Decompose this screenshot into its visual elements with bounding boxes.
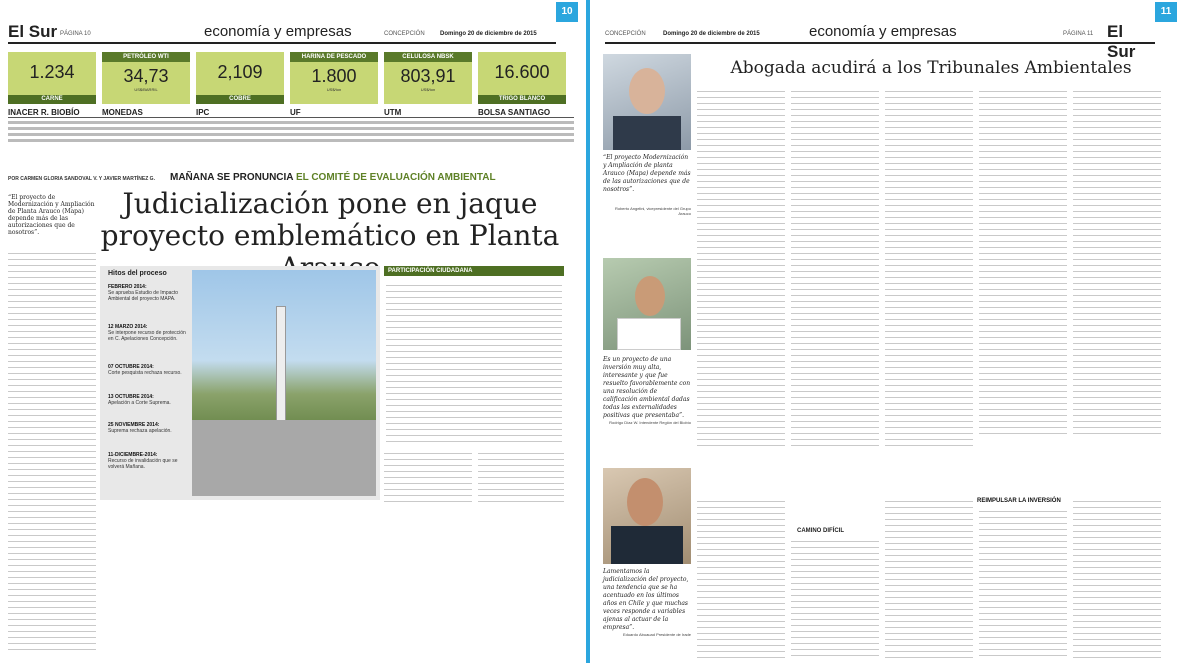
indicator-value: 2,109 bbox=[217, 62, 263, 82]
photo-caption: Es un proyecto de una inversión muy alta, interesante y que fue resuelto favorablemente con una resolución de calificación ambiental dadas todas las externalidades positivas que presentaba”. bbox=[603, 356, 691, 419]
edition-label: CONCEPCIÓN bbox=[384, 31, 425, 37]
participacion-box bbox=[384, 266, 564, 446]
hito-item bbox=[108, 452, 186, 470]
subhead: REIMPULSAR LA INVERSIÓN bbox=[977, 498, 1061, 504]
hito-date: 13 OCTUBRE 2014: bbox=[108, 394, 154, 400]
hitos-box bbox=[100, 266, 380, 500]
hito-text: Recurso de invalidación que se volverá Mañana. bbox=[108, 458, 178, 470]
portrait-photo bbox=[603, 54, 691, 150]
page-number: 10 bbox=[556, 2, 578, 22]
photo-credit: Rodrigo Díaz W. Intendente Región del Biobío bbox=[609, 420, 691, 425]
body-text-column bbox=[697, 498, 785, 658]
indicator-celulosa bbox=[384, 52, 472, 104]
brand-logo: El Sur bbox=[8, 22, 58, 41]
suit-shape bbox=[613, 116, 681, 150]
body-text-column bbox=[384, 450, 472, 502]
date-label: Domingo 20 de diciembre de 2015 bbox=[440, 31, 537, 37]
body-text-column bbox=[791, 538, 879, 658]
market-table bbox=[290, 108, 386, 145]
indicator-unit: US$/BARRIL bbox=[134, 87, 158, 92]
hito-text: Se interpone recurso de protección en C. Apelaciones Concepción. bbox=[108, 330, 186, 342]
body-text-column bbox=[478, 450, 564, 502]
body-text-column bbox=[8, 250, 96, 655]
kicker-highlight: EL COMITÉ DE EVALUACIÓN AMBIENTAL bbox=[295, 172, 496, 183]
indicator-label: CELULOSA NBSK bbox=[384, 52, 472, 62]
hito-date: 11-DICIEMBRE-2014: bbox=[108, 452, 158, 458]
indicator-cobre bbox=[196, 52, 284, 104]
body-text-column bbox=[979, 88, 1067, 438]
plant-building bbox=[192, 420, 376, 496]
headline: Judicialización pone en jaque proyecto emblemático en Planta bbox=[100, 187, 560, 252]
markets-row bbox=[8, 108, 568, 168]
market-table bbox=[478, 108, 574, 145]
indicator-petroleo bbox=[102, 52, 190, 104]
shirt-shape bbox=[617, 318, 681, 350]
market-title: MONEDAS bbox=[102, 108, 198, 118]
market-table bbox=[8, 108, 104, 145]
market-title: BOLSA SANTIAGO bbox=[478, 108, 574, 118]
headline: Abogada acudirá a los Tribunales Ambientales bbox=[730, 58, 1132, 78]
indicator-label: CARNE bbox=[8, 95, 96, 104]
suit-shape bbox=[611, 526, 683, 564]
indicator-label: COBRE bbox=[196, 95, 284, 104]
body-text-column bbox=[979, 508, 1067, 658]
indicator-harina bbox=[290, 52, 378, 104]
indicator-unit: US$/ton bbox=[420, 87, 436, 92]
body-text-column bbox=[697, 88, 785, 448]
page-header bbox=[8, 24, 556, 44]
lede: “El proyecto de Modernización y Ampliación de Planta Arauco (Mapa) depende más de las autorizaciones que de nosotros”. bbox=[8, 194, 95, 236]
indicator-value: 1.800 bbox=[311, 66, 357, 86]
market-title: UF bbox=[290, 108, 386, 118]
photo-caption: “El proyecto Modernización y Ampliación de planta Arauco (Mapa) depende más de las autorizaciones que de nosotros”. bbox=[603, 154, 691, 193]
page-label: PÁGINA 10 bbox=[60, 31, 91, 37]
indicator-value: 16.600 bbox=[494, 62, 550, 82]
right-page bbox=[591, 0, 1179, 663]
hito-item bbox=[108, 422, 186, 434]
subhead: CAMINO DIFÍCIL bbox=[797, 528, 844, 534]
page-label: PÁGINA 11 bbox=[1063, 31, 1094, 37]
plant-photo bbox=[192, 270, 376, 496]
date-label: Domingo 20 de diciembre de 2015 bbox=[663, 31, 760, 37]
edition-label: CONCEPCIÓN bbox=[605, 31, 646, 37]
hito-text: Corte pesquista rechaza recurso. bbox=[108, 370, 182, 376]
body-text-column bbox=[791, 88, 879, 448]
portrait-photo bbox=[603, 258, 691, 350]
indicator-value: 1.234 bbox=[29, 62, 75, 82]
market-title: IPC bbox=[196, 108, 292, 118]
market-table bbox=[384, 108, 480, 145]
indicator-label: HARINA DE PESCADO bbox=[290, 52, 378, 62]
market-title: UTM bbox=[384, 108, 480, 118]
market-table bbox=[102, 108, 198, 145]
market-table bbox=[196, 108, 292, 145]
kicker bbox=[170, 172, 496, 183]
body-text-column bbox=[885, 498, 973, 658]
page-header bbox=[605, 22, 1155, 61]
photo-credit: Roberto Angelini, vicepresidente del Grupo Arauco bbox=[614, 206, 691, 216]
market-title: INACER R. BIOBÍO bbox=[8, 108, 104, 118]
page-divider bbox=[586, 0, 590, 663]
hito-item bbox=[108, 324, 186, 342]
partic-title: PARTICIPACIÓN CIUDADANA bbox=[384, 266, 564, 276]
body-text-column bbox=[1073, 88, 1161, 438]
section-title: economía y empresas bbox=[204, 23, 352, 40]
hito-date: FEBRERO 2014: bbox=[108, 284, 147, 290]
hito-date: 25 NOVIEMBRE 2014: bbox=[108, 422, 160, 428]
page-number: 11 bbox=[1155, 2, 1177, 22]
hitos-title: Hitos del proceso bbox=[108, 270, 167, 277]
byline: POR CARMEN GLORIA SANDOVAL V. Y JAVIER MARTÍNEZ G. bbox=[8, 176, 155, 182]
indicator-carne bbox=[8, 52, 96, 104]
photo-credit: Eduardo Abuauad Presidente de Irade bbox=[622, 632, 691, 637]
indicator-unit: US$/ton bbox=[326, 87, 342, 92]
indicator-trigo bbox=[478, 52, 566, 104]
indicator-label: TRIGO BLANCO bbox=[478, 95, 566, 104]
hito-item bbox=[108, 394, 186, 406]
indicator-label: PETRÓLEO WTI bbox=[102, 52, 190, 62]
indicator-value: 34,73 bbox=[123, 66, 169, 86]
hito-item bbox=[108, 284, 186, 302]
hito-text: Apelación a Corte Suprema. bbox=[108, 400, 171, 406]
hito-date: 07 OCTUBRE 2014: bbox=[108, 364, 154, 370]
hito-text: Suprema rechaza apelación. bbox=[108, 428, 172, 434]
kicker-main: MAÑANA SE PRONUNCIA bbox=[170, 172, 294, 183]
face-shape bbox=[629, 68, 665, 114]
brand-logo: El Sur bbox=[1107, 22, 1136, 61]
face-shape bbox=[627, 478, 663, 526]
face-shape bbox=[635, 276, 665, 316]
hito-date: 12 MARZO 2014: bbox=[108, 324, 148, 330]
photo-caption: Lamentamos la judicialización del proyecto, una tendencia que se ha acentuado en los últimos años en Chile y que muchas veces responde a variables ajenas al actuar de la empresa”. bbox=[603, 568, 689, 631]
body-text-column bbox=[885, 88, 973, 448]
indicators-strip bbox=[8, 52, 568, 104]
indicator-value: 803,91 bbox=[400, 66, 456, 86]
section-title: economía y empresas bbox=[809, 23, 957, 40]
hito-item bbox=[108, 364, 186, 376]
left-page bbox=[0, 0, 588, 663]
portrait-photo bbox=[603, 468, 691, 564]
partic-text bbox=[386, 282, 562, 442]
body-text-column bbox=[1073, 498, 1161, 658]
hito-text: Se aprueba Estudio de Impacto Ambiental del proyecto MAPA. bbox=[108, 290, 179, 302]
